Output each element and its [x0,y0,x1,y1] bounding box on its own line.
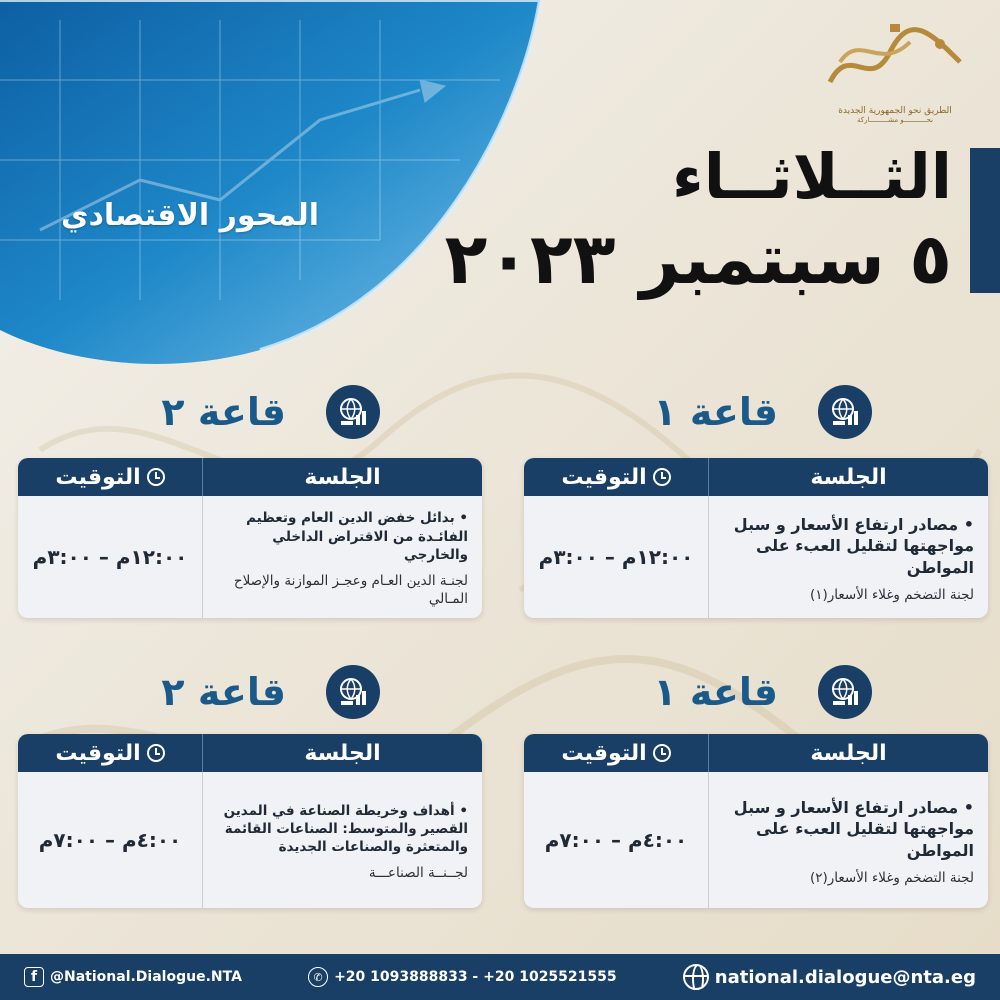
session-column-header: الجلسة [202,734,482,772]
committee-name: لجنـة الدين العـام وعجـز الموازنة والإصلاح المـالي [233,573,468,608]
hall-heading-bottom-left [161,662,380,722]
blue-swoosh-decoration [0,0,560,380]
time-header-label: التوقيت [55,464,141,490]
national-dialogue-logo [820,22,970,132]
card-header [18,734,482,772]
session-time: ٤:٠٠م – ٧:٠٠م [38,828,182,852]
clock-icon [653,468,671,486]
axis-title: المحور الاقتصادي [60,198,320,233]
card-body [524,496,988,618]
card-header [524,458,988,496]
card-body [524,772,988,908]
session-card-hall2-noon [18,458,482,618]
facebook-icon: f [24,967,44,987]
session-time: ٤:٠٠م – ٧:٠٠م [544,828,688,852]
globe-chart-icon [818,665,872,719]
website-contact[interactable] [683,964,976,990]
session-card-hall1-evening [524,734,988,908]
time-column-header [524,458,708,496]
globe-chart-icon [818,385,872,439]
whatsapp-contact[interactable] [308,967,617,987]
day-title: الثــلاثــاء [672,140,952,213]
date-accent-bar [970,148,1000,293]
logo-emblem [820,22,970,100]
logo-tagline: نحـــــــــــو مشـــــــــاركة [857,116,933,124]
clock-icon [653,744,671,762]
session-time: ١٢:٠٠م – ٣:٠٠م [32,545,188,569]
session-cell [708,496,988,618]
card-body [18,772,482,908]
whatsapp-icon: ✆ [308,967,328,987]
card-body [18,496,482,618]
globe-chart-icon [326,385,380,439]
session-card-hall2-evening [18,734,482,908]
session-cell [202,496,482,618]
session-card-hall1-noon [524,458,988,618]
session-cell [202,772,482,908]
time-column-header [18,458,202,496]
hall-heading-top-left [161,382,380,442]
date-title: ٥ سبتمبر ٢٠٢٣ [444,218,952,300]
session-title: • أهداف وخريطة الصناعة في المدين القصير والمتوسط: الصناعات القائمة والمتعثرة والصناعات الجديدة [223,802,468,855]
committee-name: لجــنــة الصناعـــة [368,865,468,882]
card-header [524,734,988,772]
session-column-header: الجلسة [708,458,988,496]
time-column-header [18,734,202,772]
logo-subtitle: الطريق نحو الجمهورية الجديدة [838,106,952,116]
hall-label: قاعة ١ [653,390,778,434]
email-address: national.dialogue@nta.eg [714,966,976,988]
globe-chart-icon [326,665,380,719]
time-column-header [524,734,708,772]
session-title: • بدائل خفض الدين العام وتعظيم الفائـدة من الاقتراض الداخلي والخارجي [246,510,468,563]
facebook-handle: @National.Dialogue.NTA [50,969,242,985]
globe-icon [683,964,709,990]
committee-name: لجنة التضخم وغلاء الأسعار(١) [809,587,974,604]
time-header-label: التوقيت [55,740,141,766]
hall-label: قاعة ٢ [161,670,286,714]
footer-contact-bar [0,954,1000,1000]
hall-label: قاعة ٢ [161,390,286,434]
hall-heading-bottom-right [653,662,872,722]
phone-numbers: +20 1093888833 - +20 1025521555 [334,969,617,985]
session-column-header: الجلسة [708,734,988,772]
hall-heading-top-right [653,382,872,442]
session-time: ١٢:٠٠م – ٣:٠٠م [538,545,694,569]
session-column-header: الجلسة [202,458,482,496]
session-cell [708,772,988,908]
committee-name: لجنة التضخم وغلاء الأسعار(٢) [809,870,974,887]
card-header [18,458,482,496]
clock-icon [147,744,165,762]
hall-label: قاعة ١ [653,670,778,714]
session-title: • مصادر ارتفاع الأسعار و سبل مواجهتها لتقليل العبء على المواطن [733,797,974,860]
time-header-label: التوقيت [561,740,647,766]
time-header-label: التوقيت [561,464,647,490]
clock-icon [147,468,165,486]
facebook-contact[interactable] [24,967,242,987]
session-title: • مصادر ارتفاع الأسعار و سبل مواجهتها لتقليل العبء على المواطن [733,514,974,577]
